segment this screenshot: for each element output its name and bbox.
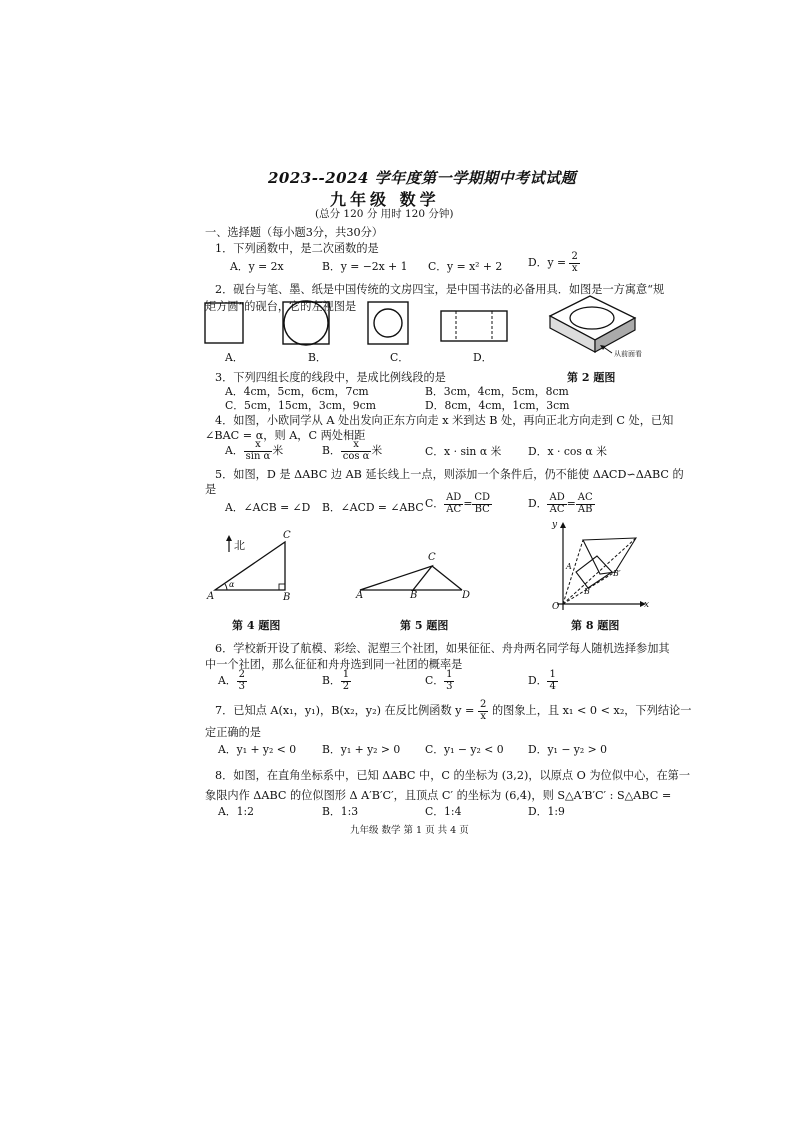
fig8-label-y: y [552, 520, 558, 530]
q1-option-b: B．y = −2x + 1 [322, 260, 408, 273]
q1-option-c: C．y = x² + 2 [428, 260, 503, 273]
q4-option-a-fraction: $\frac{x}{\text{sin α}}$ [245, 439, 271, 462]
fig4-right-angle-mark [279, 584, 285, 590]
q6-option-c-fraction: $\frac{1}{3}$ [446, 669, 453, 692]
fig4-label-c: C [283, 530, 291, 541]
q4-option-b-fraction: $\frac{x}{\text{cos α}}$ [342, 439, 370, 462]
q2-option-a: A． [225, 351, 244, 364]
q5-option-c-frac1: $\frac{AD}{AC}$ [446, 492, 462, 515]
q6-option-b [322, 670, 351, 692]
q1-stem: 1．下列函数中，是二次函数的是 [215, 242, 379, 255]
q7-option-a: A．y₁ + y₂ < 0 [218, 743, 297, 756]
q2-stem-line1: 2．砚台与笔、墨、纸是中国传统的文房四宝，是中国书法的必备用具．如图是一方寓意“规 [215, 283, 665, 296]
q3-option-b: B．3cm，4cm，5cm，8cm [425, 385, 569, 398]
q7-stem-part1: 7．已知点 A(x₁，y₁)，B(x₂，y₂) 在反比例函数 y = [215, 704, 475, 717]
q4-option-d: D．x · cos α 米 [528, 445, 607, 458]
fig4-label-alpha: α [229, 580, 235, 589]
q4-stem-line1: 4．如图，小欧同学从 A 处出发向正东方向走 x 米到达 B 处，再向正北方向走到 C 处，已知 [215, 414, 674, 427]
q1-option-d-prefix: D．y = [528, 256, 567, 269]
q1-option-a: A．y = 2x [230, 260, 284, 273]
q3-stem: 3．下列四组长度的线段中，是成比例线段的是 [215, 371, 446, 384]
q4-option-b-unit: 米 [371, 444, 383, 457]
fig4-label-b: B [283, 592, 291, 603]
q6-option-a-fraction: $\frac{2}{3}$ [238, 669, 245, 692]
q4-option-a-unit: 米 [272, 444, 284, 457]
q6-option-a [218, 670, 247, 692]
q5-option-a: A．∠ACB = ∠D [225, 501, 311, 514]
q5-stem-line1: 5．如图，D 是 ΔABC 边 AB 延长线上一点，则添加一个条件后，仍不能使 ΔACD∽ΔABC 的 [215, 468, 684, 481]
q5-option-b: B．∠ACD = ∠ABC [322, 501, 424, 514]
q4-option-b-prefix: B． [322, 444, 341, 457]
fig4-north-arrow-head [226, 535, 232, 541]
q6-option-a-prefix: A． [218, 674, 237, 687]
fig5-label-a: A [356, 590, 364, 601]
q2-front-label: 从前面看 [614, 350, 642, 358]
exam-subject: 九年级 数学 [330, 190, 440, 209]
q7-option-c: C．y₁ − y₂ < 0 [425, 743, 504, 756]
fig4-label-a: A [207, 591, 215, 602]
q5-option-c-eq: = [463, 497, 473, 510]
fig5-caption: 第 5 题图 [400, 619, 449, 632]
q6-stem-line2: 中一个社团，那么征征和舟舟选到同一社团的概率是 [205, 658, 463, 671]
fig8-label-o: O [552, 602, 560, 612]
fig5-label-c: C [428, 552, 436, 563]
fig8-y-arrow [560, 522, 566, 528]
q7-option-b: B．y₁ + y₂ > 0 [322, 743, 401, 756]
q8-option-a: A．1:2 [218, 805, 254, 818]
fig5-segment-cd [432, 566, 462, 590]
q3-option-d: D．8cm，4cm，1cm，3cm [425, 399, 570, 412]
q7-stem-part2: 的图象上，且 x₁ < 0 < x₂，下列结论一 [491, 704, 692, 717]
page-footer: 九年级 数学 第 1 页 共 4 页 [350, 825, 469, 836]
section-heading: 一、选择题（每小题3分，共30分） [205, 226, 383, 239]
q3-option-c: C．5cm，15cm，3cm，9cm [225, 399, 376, 412]
q7-stem-line1 [215, 700, 691, 722]
fig8-label-b: B [584, 587, 590, 596]
fig8-ray-1 [563, 540, 583, 604]
fig8-label-x: x [644, 600, 650, 610]
exam-title: 2023--2024 学年度第一学期期中考试试题 [268, 169, 577, 187]
q4-stem-line2: ∠BAC = α，则 A，C 两处相距 [205, 429, 366, 442]
q4-option-c: C．x · sin α 米 [425, 445, 502, 458]
q6-option-d [528, 670, 558, 692]
q6-option-d-fraction: $\frac{1}{4}$ [549, 669, 556, 692]
fig4-triangle [215, 542, 285, 590]
fig8-label-a: A [566, 562, 572, 571]
q5-option-d-eq: = [566, 497, 576, 510]
q6-option-d-prefix: D． [528, 674, 548, 687]
q2-caption: 第 2 题图 [567, 371, 616, 384]
fig5-label-b: B [410, 590, 418, 601]
q6-option-c-prefix: C． [425, 674, 445, 687]
q1-option-d-fraction: $\frac{2}{x}$ [571, 251, 578, 274]
q6-option-b-fraction: $\frac{1}{2}$ [342, 669, 350, 692]
exam-info: (总分 120 分 用时 120 分钟) [315, 208, 454, 220]
q6-option-c [425, 670, 454, 692]
q8-option-c: C．1:4 [425, 805, 462, 818]
q5-stem-line2: 是 [205, 483, 217, 496]
q2-stem-line2: 矩方圆”的砚台，它的左视图是 [205, 300, 357, 313]
q5-option-c-frac2: $\frac{CD}{BC}$ [474, 492, 491, 515]
q2-option-d: D． [473, 351, 493, 364]
q8-option-b: B．1:3 [322, 805, 359, 818]
fig4-caption: 第 4 题图 [232, 619, 281, 632]
q8-option-d: D．1:9 [528, 805, 565, 818]
q7-stem-line2: 定正确的是 [205, 726, 261, 739]
q6-stem-line1: 6．学校新开设了航模、彩绘、泥塑三个社团，如果征征、舟舟两名同学每人随机选择参加其 [215, 642, 670, 655]
fig8-label-bprime: B′ [613, 569, 621, 578]
q5-option-d-frac2: $\frac{AC}{AB}$ [577, 492, 593, 515]
fig5-label-d: D [462, 590, 471, 601]
q5-option-d-prefix: D． [528, 497, 548, 510]
q3-option-a: A．4cm，5cm，6cm，7cm [225, 385, 369, 398]
q7-stem-fraction: $\frac{2}{x}$ [480, 699, 487, 722]
q5-option-c-prefix: C． [425, 497, 445, 510]
q6-option-b-prefix: B． [322, 674, 341, 687]
q7-option-d: D．y₁ − y₂ > 0 [528, 743, 607, 756]
fig4-angle-arc [225, 584, 227, 590]
q2-option-b: B． [308, 351, 327, 364]
q8-stem-line2: 象限内作 ΔABC 的位似图形 Δ A′B′C′，且顶点 C′ 的坐标为 (6,4)，则 S△A′B′C′ : S△ABC = [205, 789, 672, 802]
fig5-triangle-abc [360, 566, 432, 590]
q8-stem-line1: 8．如图，在直角坐标系中，已知 ΔABC 中，C 的坐标为 (3,2)，以原点 O 为位似中心，在第一 [215, 769, 691, 782]
q2-option-c: C． [390, 351, 410, 364]
fig4-north-label: 北 [234, 539, 245, 552]
fig8-caption: 第 8 题图 [571, 619, 620, 632]
q5-option-d-frac1: $\frac{AD}{AC}$ [549, 492, 565, 515]
fig8-ray-2 [563, 538, 636, 604]
q4-option-a-prefix: A． [225, 444, 244, 457]
